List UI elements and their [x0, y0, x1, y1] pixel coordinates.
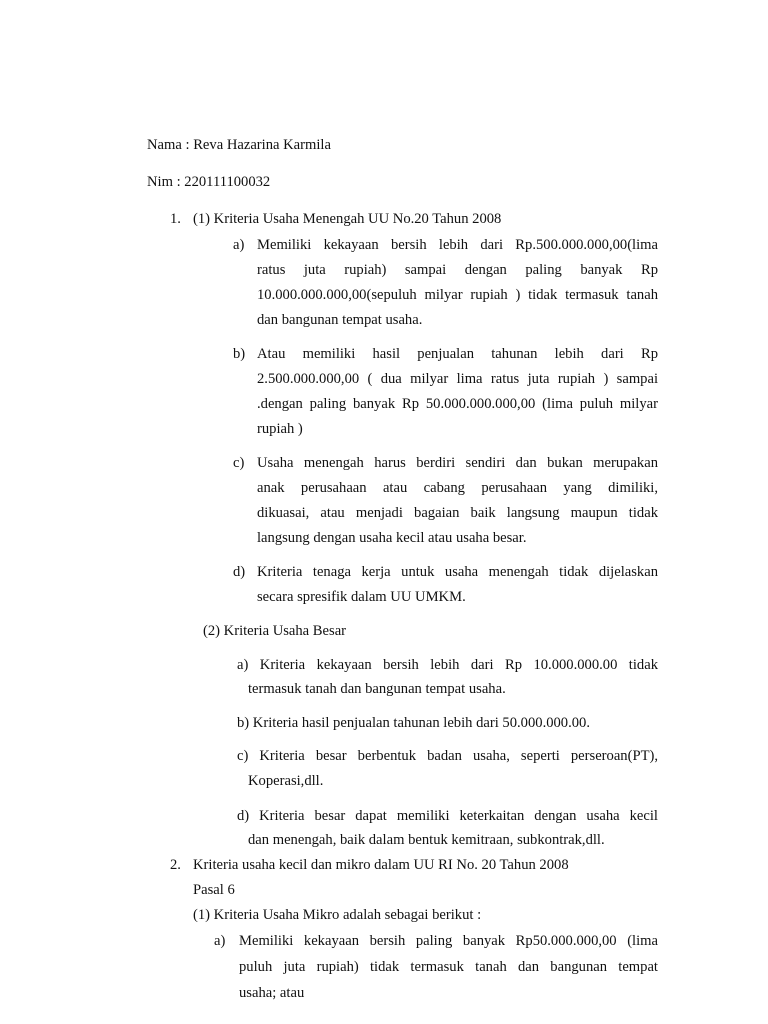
item-1b-line: .dengan paling banyak Rp 50.000.000.000,00 (lima puluh milyar — [257, 396, 658, 412]
item-2a-line: a) Kriteria kekayaan bersih lebih dari Rp 10.000.000.00 tidak — [237, 657, 658, 673]
item-1c-line: Usaha menengah harus berdiri sendiri dan bukan merupakan — [257, 455, 658, 471]
student-name: Nama : Reva Hazarina Karmila — [147, 137, 331, 153]
item-1b-line: rupiah ) — [257, 421, 303, 437]
item-1d-label: d) — [233, 564, 246, 580]
item-1a-line: dan bangunan tempat usaha. — [257, 312, 423, 328]
item-1d-line: Kriteria tenaga kerja untuk usaha menengah tidak dijelaskan — [257, 564, 658, 580]
item-1d-line: secara spresifik dalam UU UMKM. — [257, 589, 466, 605]
section-1-heading: (1) Kriteria Usaha Menengah UU No.20 Tahun 2008 — [193, 211, 502, 227]
item-mikro-a-line: Memiliki kekayaan bersih paling banyak Rp50.000.000,00 (lima — [239, 933, 658, 949]
item-1c-line: dikuasai, atau menjadi bagaian baik langsung maupun tidak — [257, 505, 658, 521]
item-1c-label: c) — [233, 455, 245, 471]
item-mikro-a-label: a) — [214, 933, 226, 949]
student-nim: Nim : 220111100032 — [147, 174, 271, 190]
item-2c-line: Koperasi,dll. — [248, 773, 324, 789]
item-1a-label: a) — [233, 237, 245, 253]
section-2-heading: Kriteria usaha kecil dan mikro dalam UU RI No. 20 Tahun 2008 — [193, 857, 569, 873]
item-1a-line: 10.000.000.000,00(sepuluh milyar rupiah ) tidak termasuk tanah — [257, 287, 658, 303]
section-2-number: 2. — [170, 857, 181, 873]
item-1a-line: ratus juta rupiah) sampai dengan paling banyak Rp — [257, 262, 658, 278]
item-2c-line: c) Kriteria besar berbentuk badan usaha, seperti perseroan(PT), — [237, 748, 658, 764]
pasal-heading: Pasal 6 — [193, 882, 235, 898]
item-2d-line: d) Kriteria besar dapat memiliki keterkaitan dengan usaha kecil — [237, 808, 658, 824]
subsection-mikro-heading: (1) Kriteria Usaha Mikro adalah sebagai berikut : — [193, 907, 482, 923]
item-mikro-a-line: usaha; atau — [239, 985, 305, 1001]
item-2d-line: dan menengah, baik dalam bentuk kemitraan, subkontrak,dll. — [248, 832, 605, 848]
item-2a-line: termasuk tanah dan bangunan tempat usaha. — [248, 681, 506, 697]
item-2b-line: b) Kriteria hasil penjualan tahunan lebih dari 50.000.000.00. — [237, 715, 590, 731]
item-1a-line: Memiliki kekayaan bersih lebih dari Rp.500.000.000,00(lima — [257, 237, 658, 253]
item-mikro-a-line: puluh juta rupiah) tidak termasuk tanah dan bangunan tempat — [239, 959, 658, 975]
item-1c-line: langsung dengan usaha kecil atau usaha besar. — [257, 530, 527, 546]
item-1b-label: b) — [233, 346, 246, 362]
subsection-2-heading: (2) Kriteria Usaha Besar — [203, 623, 347, 639]
item-1b-line: 2.500.000.000,00 ( dua milyar lima ratus juta rupiah ) sampai — [257, 371, 658, 387]
section-1-number: 1. — [170, 211, 181, 227]
item-1b-line: Atau memiliki hasil penjualan tahunan lebih dari Rp — [257, 346, 658, 362]
item-1c-line: anak perusahaan atau cabang perusahaan yang dimiliki, — [257, 480, 658, 496]
